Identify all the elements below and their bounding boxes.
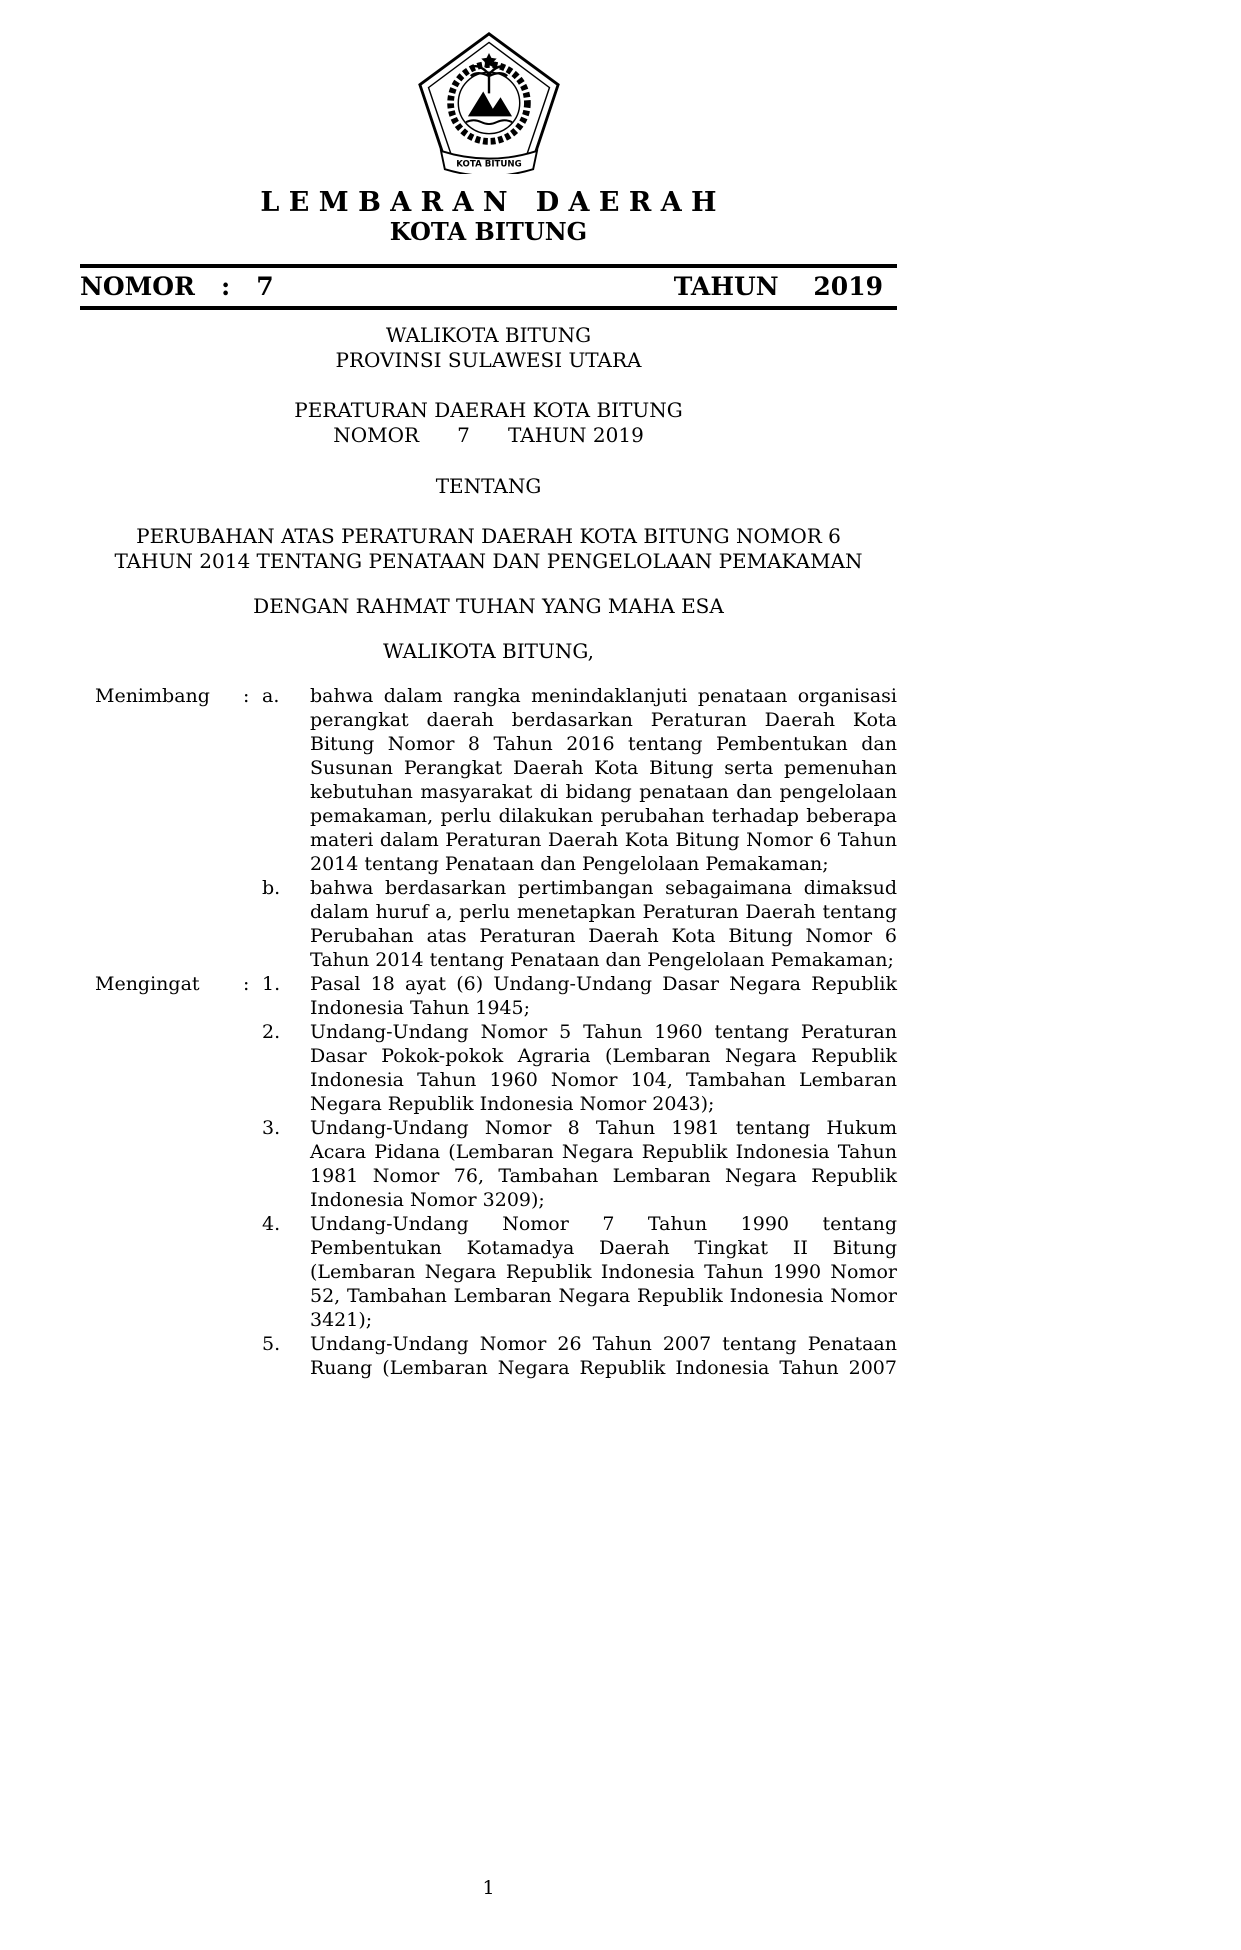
- emblem-banner-text: KOTA BITUNG: [455, 159, 522, 170]
- menimbang-row-a: [80, 684, 897, 876]
- menimbang-row-b: [80, 876, 897, 972]
- menimbang-colon: :: [243, 685, 250, 707]
- peraturan-daerah-heading: PERATURAN DAERAH KOTA BITUNG: [294, 398, 683, 422]
- menimbang-label: Menimbang: [95, 685, 210, 707]
- regulation-title-block: [80, 398, 897, 448]
- kota-bitung-emblem: [414, 30, 564, 174]
- item-marker: b.: [262, 877, 281, 899]
- nomor-tahun-heading: NOMOR 7 TAHUN 2019: [333, 423, 644, 447]
- page-number: 1: [482, 1877, 495, 1899]
- nomor-tahun-row: [80, 268, 897, 306]
- mengingat-row-3: [80, 1116, 897, 1212]
- item-text: Undang-Undang Nomor 5 Tahun 1960 tentang Peraturan Dasar Pokok-pokok Agraria (Lembaran Negara Republik Indonesia Tahun 1960 Nomor 104, Tambahan Lembaran Negara Republik Indonesia Nomor 2043);: [310, 1021, 897, 1115]
- item-marker: a.: [262, 685, 280, 707]
- item-text: Undang-Undang Nomor 7 Tahun 1990 tentang Pembentukan Kotamadya Daerah Tingkat II Bitung (Lembaran Negara Republik Indonesia Tahun 1990 Nomor 52, Tambahan Lembaran Negara Republik Indonesia Nomor 3421);: [310, 1213, 897, 1331]
- item-text: bahwa berdasarkan pertimbangan sebagaimana dimaksud dalam huruf a, perlu menetapkan Peraturan Daerah tentang Perubahan atas Peraturan Daerah Kota Bitung Nomor 6 Tahun 2014 tentang Penataan dan Pengelolaan Pemakaman;: [310, 877, 897, 971]
- tentang-heading: TENTANG: [435, 474, 542, 498]
- item-marker: 5.: [262, 1333, 281, 1355]
- mengingat-colon: :: [243, 973, 250, 995]
- tahun-text: TAHUN 2019: [673, 272, 883, 301]
- item-text: Undang-Undang Nomor 26 Tahun 2007 tentang Penataan Ruang (Lembaran Negara Republik Indonesia Tahun 2007: [310, 1333, 897, 1379]
- walikota-bitung-heading: WALIKOTA BITUNG: [385, 323, 592, 347]
- item-text: bahwa dalam rangka menindaklanjuti penataan organisasi perangkat daerah berdasarkan Peraturan Daerah Kota Bitung Nomor 8 Tahun 2016 tentang Pembentukan dan Susunan Perangkat Daerah Kota Bitung serta pemenuhan kebutuhan masyarakat di bidang penataan dan pengelolaan pemakaman, perlu dilakukan perubahan terhadap beberapa materi dalam Peraturan Daerah Kota Bitung Nomor 6 Tahun 2014 tentang Penataan dan Pengelolaan Pemakaman;: [310, 685, 897, 875]
- emblem-graphic: [414, 30, 564, 174]
- item-text: Undang-Undang Nomor 8 Tahun 1981 tentang Hukum Acara Pidana (Lembaran Negara Republik Indonesia Tahun 1981 Nomor 76, Tambahan Lembaran Negara Republik Indonesia Nomor 3209);: [310, 1117, 897, 1211]
- item-marker: 2.: [262, 1021, 281, 1043]
- mengingat-row-5: [80, 1332, 897, 1380]
- mengingat-row-4: [80, 1212, 897, 1332]
- grace-line: DENGAN RAHMAT TUHAN YANG MAHA ESA: [253, 594, 724, 618]
- mengingat-row-2: [80, 1020, 897, 1116]
- mengingat-label: Mengingat: [95, 973, 200, 995]
- preamble-body: [80, 684, 897, 1380]
- item-text: Pasal 18 ayat (6) Undang-Undang Dasar Negara Republik Indonesia Tahun 1945;: [310, 973, 897, 1019]
- provinsi-heading: PROVINSI SULAWESI UTARA: [335, 348, 642, 372]
- regulation-subject: PERUBAHAN ATAS PERATURAN DAERAH KOTA BITUNG NOMOR 6 TAHUN 2014 TENTANG PENATAAN DAN PENGELOLAAN PEMAKAMAN: [114, 524, 863, 573]
- nomor-text: NOMOR : 7: [80, 272, 274, 301]
- authority-block: [80, 323, 897, 373]
- masthead-lembaran-daerah: L E M B A R A N D A E R A H: [260, 187, 717, 218]
- item-marker: 1.: [262, 973, 281, 995]
- item-marker: 3.: [262, 1117, 281, 1139]
- issuer-line: WALIKOTA BITUNG,: [383, 639, 594, 663]
- masthead-kota-bitung: KOTA BITUNG: [389, 217, 588, 246]
- mengingat-row-1: [80, 972, 897, 1020]
- horizontal-rule-bottom: [80, 306, 897, 310]
- item-marker: 4.: [262, 1213, 281, 1235]
